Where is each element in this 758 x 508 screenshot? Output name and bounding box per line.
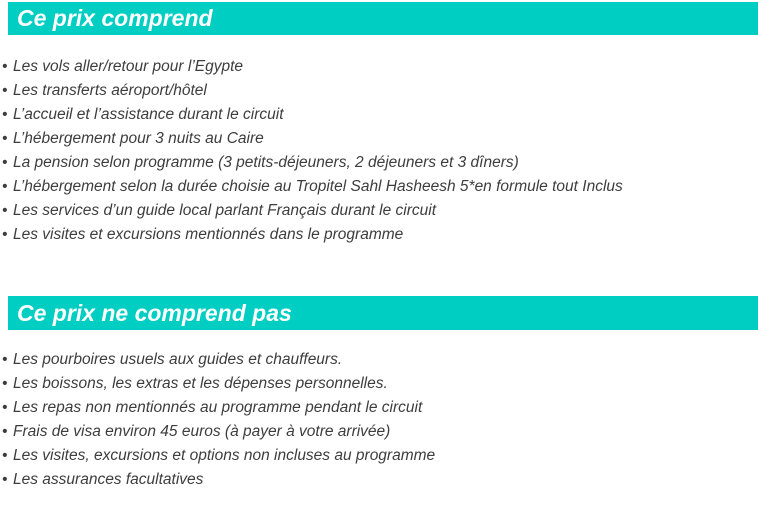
excluded-section-header	[8, 296, 758, 330]
list-item: • L’accueil et l’assistance durant le circuit	[0, 103, 758, 127]
excluded-list	[0, 348, 758, 492]
included-section-header	[8, 2, 758, 35]
list-item: • L’hébergement pour 3 nuits au Caire	[0, 127, 758, 151]
list-item: • Frais de visa environ 45 euros (à payer à votre arrivée)	[0, 420, 758, 444]
list-item: • Les boissons, les extras et les dépenses personnelles.	[0, 372, 758, 396]
list-item: • Les pourboires usuels aux guides et chauffeurs.	[0, 348, 758, 372]
list-item: • La pension selon programme (3 petits-déjeuners, 2 déjeuners et 3 dîners)	[0, 151, 758, 175]
list-item: • Les vols aller/retour pour l’Egypte	[0, 55, 758, 79]
included-section-title: Ce prix comprend	[17, 5, 213, 31]
list-item: • Les services d’un guide local parlant Français durant le circuit	[0, 199, 758, 223]
list-item: • Les visites et excursions mentionnés dans le programme	[0, 223, 758, 247]
included-list	[0, 55, 758, 247]
list-item: • Les assurances facultatives	[0, 468, 758, 492]
list-item: • Les visites, excursions et options non incluses au programme	[0, 444, 758, 468]
excluded-section-title: Ce prix ne comprend pas	[17, 299, 292, 326]
list-item: • Les transferts aéroport/hôtel	[0, 79, 758, 103]
list-item: • Les repas non mentionnés au programme pendant le circuit	[0, 396, 758, 420]
list-item: • L’hébergement selon la durée choisie au Tropitel Sahl Hasheesh 5*en formule tout Inclus	[0, 175, 758, 199]
